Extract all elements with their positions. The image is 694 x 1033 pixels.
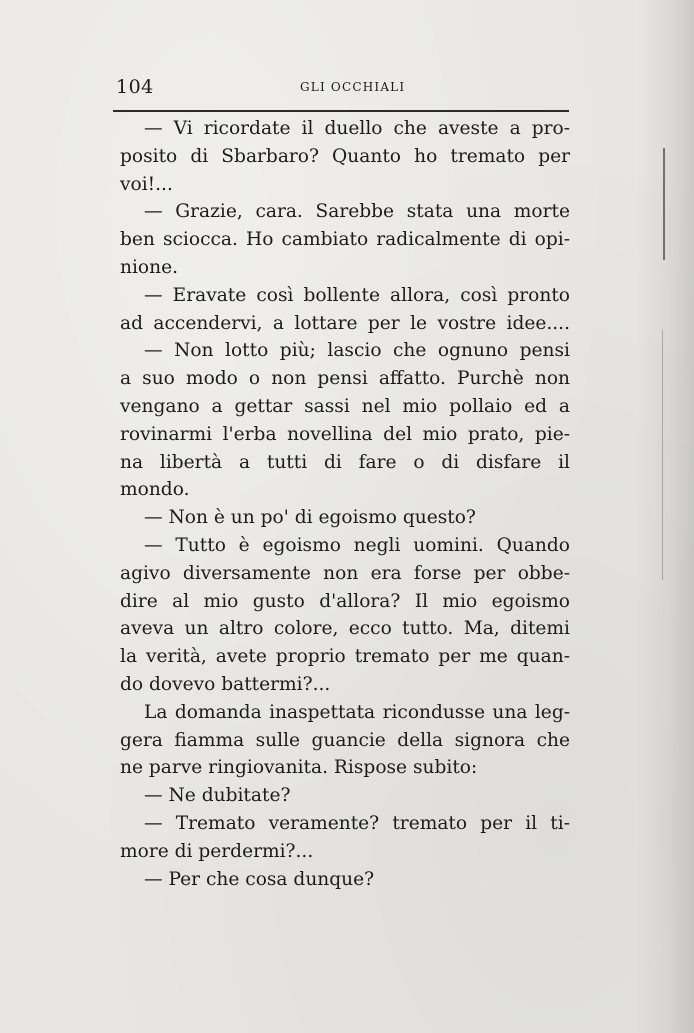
text-line: — Non lotto più; lascio che ognuno pensi — [144, 340, 570, 362]
text-line: — Non è un po' di egoismo questo? — [144, 507, 476, 529]
text-line: la verità, avete proprio tremato per me quan- — [120, 646, 570, 668]
text-line: voi!... — [120, 173, 173, 195]
text-line: rovinarmi l'erba novellina del mio prato, pie- — [120, 423, 570, 445]
header-rule — [113, 110, 569, 112]
text-line: more di perdermi?... — [120, 840, 314, 862]
binding-mark — [663, 148, 665, 260]
text-line: — Per che cosa dunque? — [144, 868, 375, 890]
text-line: do dovevo battermi?... — [120, 673, 331, 695]
text-line: La domanda inaspettata ricondusse una leg- — [144, 701, 570, 723]
page-header — [116, 76, 568, 100]
text-line: na libertà a tutti di fare o di disfare il — [120, 451, 570, 473]
running-title: GLI OCCHIALI — [300, 80, 406, 94]
text-line: ne parve ringiovanita. Rispose subito: — [120, 757, 478, 779]
page-gutter-shadow — [636, 0, 694, 1033]
text-line: dire al mio gusto d'allora? Il mio egoismo — [120, 590, 570, 612]
text-line: — Eravate così bollente allora, così pronto — [144, 284, 570, 306]
text-line: gera fiamma sulle guancie della signora che — [120, 729, 570, 751]
text-line: — Ne dubitate? — [144, 785, 291, 807]
text-line: aveva un altro colore, ecco tutto. Ma, ditemi — [120, 618, 570, 640]
body-text — [120, 115, 570, 893]
text-line: agivo diversamente non era forse per obbe- — [120, 562, 570, 584]
text-line: — Grazie, cara. Sarebbe stata una morte — [144, 201, 570, 223]
text-line: ben sciocca. Ho cambiato radicalmente di opi- — [120, 229, 570, 251]
text-line: a suo modo o non pensi affatto. Purchè non — [120, 368, 570, 390]
page-number: 104 — [116, 76, 154, 98]
text-line: posito di Sbarbaro? Quanto ho tremato per — [120, 145, 570, 167]
text-line: ad accendervi, a lottare per le vostre idee.... — [120, 312, 570, 334]
text-line: nione. — [120, 256, 179, 278]
text-line: mondo. — [120, 479, 190, 501]
text-line: vengano a gettar sassi nel mio pollaio ed a — [120, 395, 570, 417]
text-line: — Vi ricordate il duello che aveste a pro- — [144, 118, 570, 139]
text-line: — Tremato veramente? tremato per il ti- — [144, 812, 570, 834]
binding-mark — [662, 330, 663, 580]
text-line: — Tutto è egoismo negli uomini. Quando — [144, 534, 570, 556]
